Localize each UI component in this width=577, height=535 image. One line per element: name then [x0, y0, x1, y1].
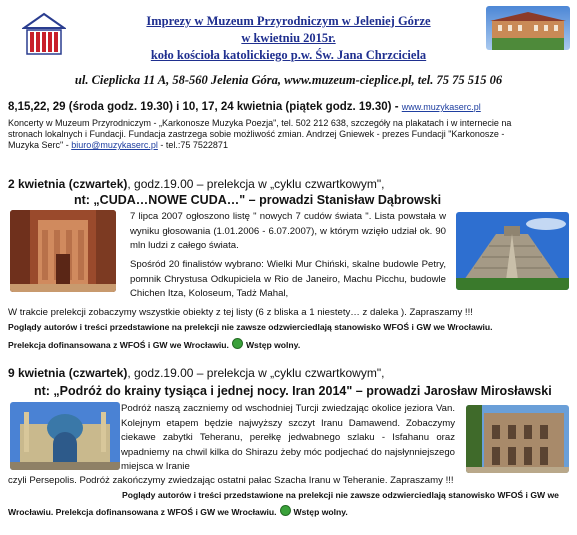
- free-entry-icon: [232, 338, 243, 349]
- event1-date: 2 kwietnia (czwartek): [8, 177, 128, 191]
- palace-photo: [466, 405, 569, 473]
- event2-paragraph2: czyli Persepolis. Podróż zakończymy zwiedzając ostatni pałac Szacha Iranu w Teheranie. Zapraszamy !!!: [8, 475, 454, 486]
- event1-paragraph1: 7 lipca 2007 ogłoszono listę " nowych 7 cudów świata ". Lista powstała w wyniku głosowania (1.01.2006 - 6.07.2007), w którym wzięło udział ok. 90 mln ludzi z całego świata.: [130, 211, 446, 251]
- concert-info-line4: Muzyka Serc" - biuro@muzykaserc.pl - tel.:75 7522871: [8, 140, 228, 150]
- concert-info-line3: stronach lokalnych i Fundacji. Fundacja zastrzega sobie możliwość zmian. Andrzej Gniewek - prezes Fundacji "Karkonosze -: [8, 129, 505, 139]
- event1-title: nt: „CUDA…NOWE CUDA…" – prowadzi Stanisław Dąbrowski: [74, 193, 442, 207]
- free-entry-icon: [280, 505, 291, 516]
- petra-photo: [10, 210, 116, 292]
- chichen-itza-photo: [456, 212, 569, 290]
- email-link[interactable]: biuro@muzykaserc.pl: [71, 140, 158, 150]
- mosque-photo: [10, 402, 120, 470]
- muzykaserc-link[interactable]: www.muzykaserc.pl: [401, 102, 481, 112]
- concert-info-line2: Koncerty w Muzeum Przyrodniczym - „Karkonosze Muzyka Poezja", tel. 502 212 638, szczegóły na plakatach i w internecie na: [8, 118, 512, 128]
- event1-paragraph2: Spośród 20 finalistów wybrano: Wielki Mur Chiński, skalne budowle Petry, pomnik Chrystusa Odkupiciela w Rio de Janeiro, Machu Picchu, budowle Chichen Itza, Koloseum, Tadż Mahal,: [130, 259, 446, 299]
- concert-dates-text: 8,15,22, 29 (środa godz. 19.30) i 10, 17, 24 kwietnia (piątek godz. 19.30): [8, 101, 392, 113]
- event1-date-line: 2 kwietnia (czwartek), godz.19.00 – prelekcja w „cyklu czwartkowym",: [8, 177, 385, 191]
- event2-funding-line: Wrocławiu. Prelekcja dofinansowana z WFOŚ i GW we Wrocławiu. Wstęp wolny.: [8, 507, 348, 517]
- event1-funding-line: Prelekcja dofinansowana z WFOŚ i GW we Wrocławiu. Wstęp wolny.: [8, 340, 301, 350]
- event2-date: 9 kwietnia (czwartek): [8, 366, 128, 380]
- event1-paragraph3: W trakcie prelekcji zobaczymy wszystkie obiekty z tej listy (6 z bliska a 1 niestety… z daleka ). Zapraszamy !!!: [8, 307, 473, 318]
- event1-disclaimer: Poglądy autorów i treści przedstawione na prelekcji nie zawsze odzwierciedlają stanowisko WFOŚ i GW we Wrocławiu.: [8, 322, 493, 332]
- event2-date-line: 9 kwietnia (czwartek), godz.19.00 – prelekcja w „cyklu czwartkowym",: [8, 366, 385, 380]
- header-address: ul. Cieplicka 11 A, 58-560 Jelenia Góra, www.muzeum-cieplice.pl, tel. 75 75 515 06: [74, 73, 503, 87]
- event2-disclaimer: Poglądy autorów i treści przedstawione na prelekcji nie zawsze odzwierciedlają stanowisko WFOŚ i GW we: [122, 490, 559, 500]
- concert-dates: 8,15,22, 29 (środa godz. 19.30) i 10, 17, 24 kwietnia (piątek godz. 19.30) - www.muzykaserc.pl: [8, 101, 481, 113]
- header-title-line2: w kwietniu 2015r.: [241, 31, 336, 45]
- event2-paragraph1: Podróż naszą zaczniemy od wschodniej Turcji zwiedzając okolice jeziora Van. Kolejnym etapem będzie najwyższy szczyt Iranu Damawend. Zobaczymy ciekawe zabytki Teheranu, perełkę jedwabnego szlaku - Isfahanu oraz wpadniemy na chwil kilka do Shirazu żeby móc podjechać do najsłynniejszego miejsca w Iranie: [121, 403, 455, 472]
- event2-title: nt: „Podróż do krainy tysiąca i jednej nocy. Iran 2014" – prowadzi Jarosław Mirosławski: [34, 384, 552, 398]
- header-title-line1: Imprezy w Muzeum Przyrodniczym w Jeleniej Górze: [146, 14, 431, 28]
- header-title-line3: koło kościoła katolickiego p.w. Św. Jana Chrzciciela: [150, 48, 427, 62]
